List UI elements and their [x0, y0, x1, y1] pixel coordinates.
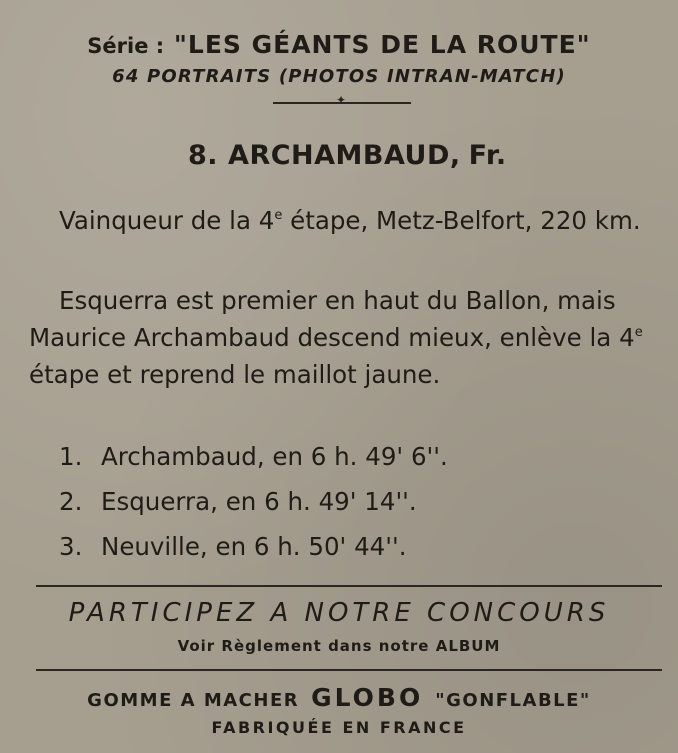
p1-superscript: e [274, 208, 283, 223]
star-icon: ✦ [336, 93, 347, 107]
gum-brand-line [0, 683, 678, 712]
result-rank: 1. [59, 442, 83, 471]
p1-text-b: étape, Metz-Belfort, 220 km. [282, 206, 641, 235]
rider-nationality: Fr. [468, 140, 507, 171]
result-text: Esquerra, en 6 h. 49' 14''. [101, 487, 417, 516]
result-rank: 3. [59, 532, 83, 561]
brand-name: GLOBO [311, 683, 424, 712]
result-text: Neuville, en 6 h. 50' 44''. [101, 532, 407, 561]
series-name: "LES GÉANTS DE LA ROUTE" [173, 30, 591, 59]
p1-text-a: Vainqueur de la 4 [59, 206, 275, 235]
result-row [59, 524, 659, 569]
p2-text-a: Esquerra est premier en haut du Ballon, mais Maurice Archambaud descend mieux, enlève la 4 [29, 286, 635, 352]
card-number: 8. [188, 140, 219, 171]
rider-name: ARCHAMBAUD, [228, 140, 461, 171]
divider-ornament [273, 93, 411, 107]
divider-top [36, 585, 662, 587]
series-prefix: Série : [87, 34, 165, 58]
portraits-subtitle: 64 PORTRAITS (PHOTOS INTRAN-MATCH) [112, 66, 566, 87]
made-in-france: FABRIQUÉE EN FRANCE [211, 718, 467, 737]
rider-heading [188, 140, 507, 171]
contest-banner: PARTICIPEZ A NOTRE CONCOURS [68, 598, 610, 628]
divider-bottom [36, 669, 662, 671]
gum-label: GOMME A MACHER [87, 690, 300, 711]
gum-type: "GONFLABLE" [435, 690, 591, 711]
rules-note: Voir Règlement dans notre ALBUM [177, 637, 501, 655]
result-rank: 2. [59, 487, 83, 516]
paragraph-description [29, 282, 669, 393]
p2-superscript: e [634, 325, 643, 340]
results-list [59, 434, 659, 569]
result-text: Archambaud, en 6 h. 49' 6''. [101, 442, 448, 471]
result-row [59, 434, 659, 479]
result-row [59, 479, 659, 524]
paragraph-stage-win [29, 202, 669, 239]
p2-text-b: étape et reprend le maillot jaune. [29, 360, 441, 389]
series-title [0, 30, 678, 59]
